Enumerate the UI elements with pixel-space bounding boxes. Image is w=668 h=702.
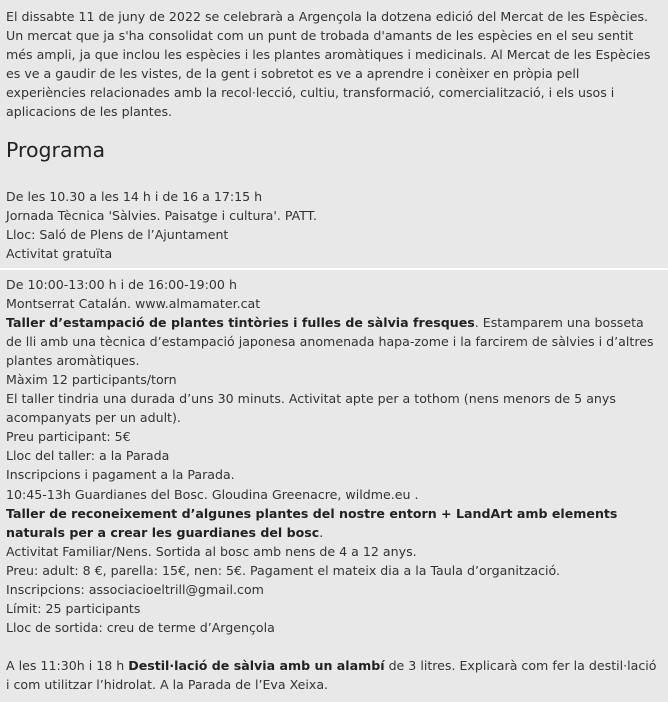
item-description xyxy=(6,504,662,542)
item-time: De les 10.30 a les 14 h i de 16 a 17:15 h xyxy=(6,189,263,204)
item-location: Lloc de sortida: creu de terme d’Argençola xyxy=(6,620,275,635)
item-price: Activitat gratuïta xyxy=(6,246,113,261)
item-capacity: Límit: 25 participants xyxy=(6,601,141,616)
item-title: Destil·lació de sàlvia amb un alambí xyxy=(128,658,385,673)
intro-paragraph: El dissabte 11 de juny de 2022 se celebrarà a Argençola la dotzena edició del Mercat de les Espècies. Un mercat que ja s'ha consolidat com un punt de trobada d'amants de les espècies en el seu sentit més ampli, ja que inclou les espècies i les plantes aromàtiques i medicinals. Al Mercat de les Espècies es ve a gaudir de les vistes, de la gent i sobretot es ve a aprendre i conèixer en pròpia pell experiències relacionades amb la recol·lecció, cultiu, transformació, comercialització, i els usos i aplicacions de les plantes. xyxy=(6,9,651,119)
item-time: De 10:00-13:00 h i de 16:00-19:00 h xyxy=(6,277,237,292)
item-description-text: . xyxy=(319,525,324,540)
item-registration: Inscripcions: associacioeltrill@gmail.com xyxy=(6,582,264,597)
item-description-text: de 3 litres. Explicarà com fer la destil·lació i com utilitzar l’hidrolat. A la Parada de l’Eva Xeixa. xyxy=(6,658,657,692)
item-title: Taller d’estampació de plantes tintòries i fulles de sàlvia fresques xyxy=(6,315,475,330)
section-heading: Programa xyxy=(6,138,106,162)
item-time: A les 11:30h i 18 h xyxy=(6,658,129,673)
item-title: Jornada Tècnica 'Sàlvies. Paisatge i cultura'. PATT. xyxy=(6,208,317,223)
program-item-forest-guardians xyxy=(6,485,662,637)
item-title: Taller de reconeixement d’algunes plantes del nostre entorn + LandArt amb elements naturals per a crear les guardianes del bosc xyxy=(6,506,618,540)
item-location: Lloc: Saló de Plens de l’Ajuntament xyxy=(6,227,229,242)
divider xyxy=(0,268,668,270)
item-description xyxy=(6,313,662,370)
item-time: 10:45-13h Guardianes del Bosc. Gloudina Greenacre, wildme.eu . xyxy=(6,487,419,502)
item-organizer: Montserrat Catalán. www.almamater.cat xyxy=(6,296,261,311)
program-item-technical-day xyxy=(6,187,662,263)
program-item-distillation xyxy=(6,656,662,694)
item-description-text: . Estamparem una bosseta de lli amb una tècnica d’estampació japonesa anomenada hapa-zome i la farcirem de sàlvies i d’altres plantes aromàtiques. xyxy=(6,315,654,368)
item-audience: Activitat Familiar/Nens. Sortida al bosc amb nens de 4 a 12 anys. xyxy=(6,544,417,559)
item-location: Lloc del taller: a la Parada xyxy=(6,448,170,463)
item-price: Preu participant: 5€ xyxy=(6,429,131,444)
item-price: Preu: adult: 8 €, parella: 15€, nen: 5€. Pagament el mateix dia a la Taula d’organització. xyxy=(6,563,560,578)
item-capacity: Màxim 12 participants/torn xyxy=(6,372,177,387)
item-duration: El taller tindria una durada d’uns 30 minuts. Activitat apte per a tothom (nens menors de 5 anys acompanyats per un adult). xyxy=(6,391,616,425)
item-description xyxy=(6,656,662,694)
program-item-printing-workshop xyxy=(6,275,662,484)
item-registration: Inscripcions i pagament a la Parada. xyxy=(6,467,235,482)
